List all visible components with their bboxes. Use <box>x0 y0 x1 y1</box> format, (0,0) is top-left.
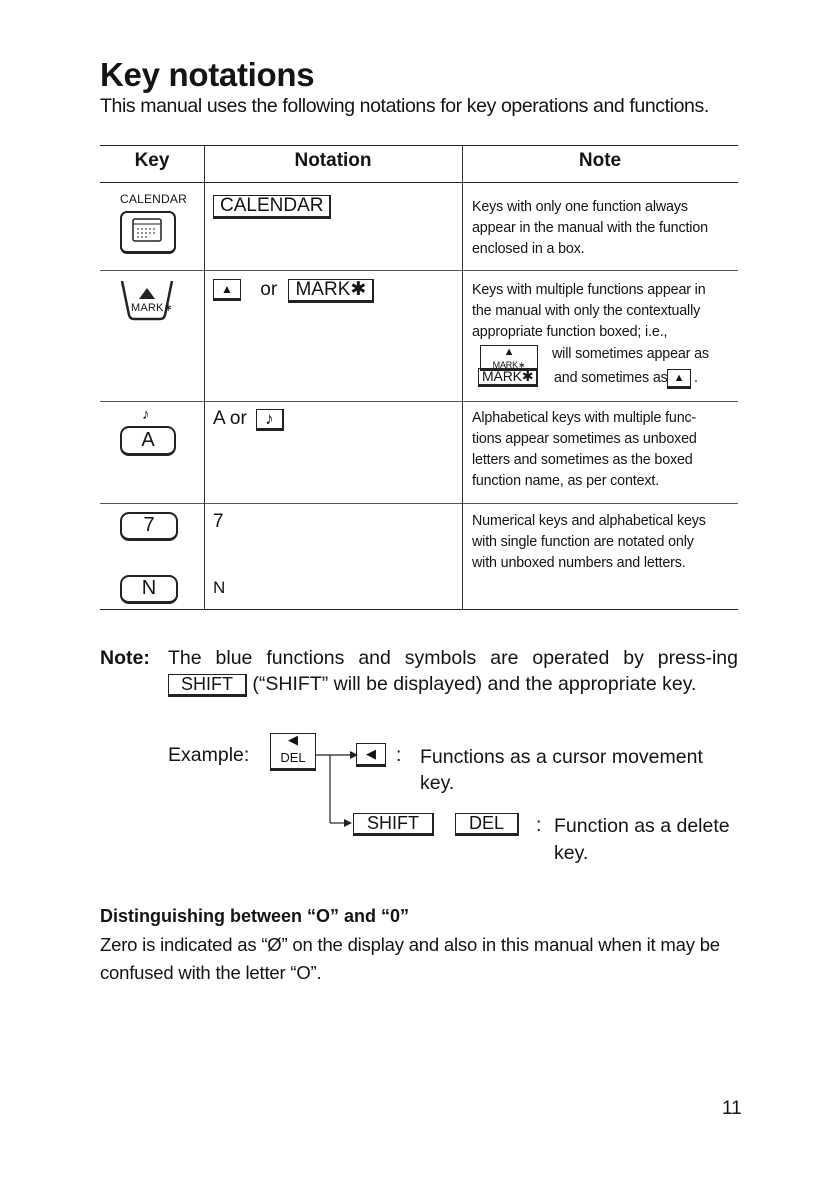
note-line: letters and sometimes as the boxed <box>472 452 693 468</box>
table-header-rule <box>100 182 738 183</box>
left-arrow-key-box: ◀ <box>356 743 386 767</box>
seven-notation: 7 <box>213 511 224 532</box>
intro-text: This manual uses the following notations for key operations and functions. <box>100 95 709 117</box>
n-notation: N <box>213 578 226 597</box>
note-line: appear in the manual with the function <box>472 220 708 236</box>
note-line: Alphabetical keys with multiple func- <box>472 410 697 426</box>
or-text: or <box>260 279 278 301</box>
page-title: Key notations <box>100 56 315 93</box>
del-key-box: DEL <box>455 813 519 836</box>
right-arrow-icon <box>344 819 352 827</box>
a-notation <box>213 408 284 431</box>
del-key-icon <box>270 733 316 771</box>
calendar-key-icon <box>120 211 176 254</box>
colon: : <box>536 814 542 836</box>
note-line: with unboxed numbers and letters. <box>472 555 686 571</box>
note-line <box>472 367 734 389</box>
column-divider <box>204 145 205 610</box>
mark-key-box: MARK✱ <box>288 279 374 303</box>
del-key-label: DEL <box>280 750 306 765</box>
up-arrow-key-box: ▲ <box>213 279 241 301</box>
a-or-text: A or <box>213 408 247 429</box>
colon: : <box>396 744 402 766</box>
calendar-notation <box>213 195 331 219</box>
left-arrow-icon: ◀ <box>288 732 298 747</box>
desc-line: Functions as a cursor movement <box>420 746 703 768</box>
note-line: the manual with only the contextually <box>472 303 701 319</box>
header-notation: Notation <box>294 150 372 171</box>
header-note: Note <box>578 150 622 171</box>
key-notations-table <box>100 145 738 611</box>
table-bottom-rule <box>100 609 738 610</box>
note-line: tions appear sometimes as unboxed <box>472 431 697 447</box>
period: . <box>694 370 698 386</box>
example-label: Example: <box>168 744 250 766</box>
a-key-icon: A <box>120 426 176 456</box>
mark-inline-box: MARK✱ <box>478 368 538 387</box>
music-note-icon: ♪ <box>142 406 150 423</box>
numeric-note <box>472 511 734 574</box>
calendar-icon <box>122 213 174 251</box>
delete-description <box>554 813 730 867</box>
note-line: Numerical keys and alphabetical keys <box>472 513 706 529</box>
note-line: enclosed in a box. <box>472 241 585 257</box>
row-divider <box>100 401 738 402</box>
row-divider <box>100 503 738 504</box>
mark-key-outline <box>118 279 176 321</box>
note-body <box>168 645 738 697</box>
desc-line: Function as a delete <box>554 815 730 837</box>
column-divider <box>462 145 463 610</box>
n-key-icon: N <box>120 575 178 604</box>
mark-note <box>472 280 734 389</box>
note-line <box>472 343 734 370</box>
note-line: Keys with only one function always <box>472 199 688 215</box>
music-note-key-box: ♪ <box>256 409 284 431</box>
shift-key-box: SHIFT <box>168 674 247 697</box>
calendar-key-box: CALENDAR <box>213 195 331 219</box>
note-line: appropriate function boxed; i.e., <box>472 324 668 340</box>
distinguishing-body: Zero is indicated as “Ø” on the display and also in this manual when it may be confused with the letter “O”. <box>100 934 720 983</box>
distinguishing-heading: Distinguishing between “O” and “0” <box>100 906 410 926</box>
mark-inline-key-label: MARK∗ <box>492 360 526 370</box>
note-line: with single function are notated only <box>472 534 694 550</box>
desc-line: key. <box>554 842 589 864</box>
note-text: (“SHIFT” will be displayed) and the appropriate key. <box>252 673 697 695</box>
note-label: Note: <box>100 647 150 669</box>
mark-key-label: MARK∗ <box>131 302 173 314</box>
a-note <box>472 408 734 492</box>
mark-key-icon <box>118 279 176 321</box>
note-line: function name, as per context. <box>472 473 660 489</box>
up-arrow-icon <box>139 288 155 299</box>
note-text: The blue functions and symbols are operated by press-ing <box>168 647 738 669</box>
table-top-rule <box>100 145 738 146</box>
seven-key-icon: 7 <box>120 512 178 541</box>
page-number: 11 <box>722 1098 742 1119</box>
mark-notation <box>213 279 374 303</box>
note-line: Keys with multiple functions appear in <box>472 282 706 298</box>
calendar-key-label: CALENDAR <box>120 192 187 206</box>
cursor-description <box>420 744 703 796</box>
calendar-note <box>472 197 734 260</box>
note-text: will sometimes appear as <box>552 346 709 362</box>
up-arrow-key-box: ▲ <box>667 369 691 389</box>
row-divider <box>100 270 738 271</box>
up-arrow-icon: ▲ <box>503 346 515 358</box>
shift-key-box: SHIFT <box>353 813 434 836</box>
note-text: and sometimes as <box>554 370 668 386</box>
header-key: Key <box>134 150 170 171</box>
desc-line: key. <box>420 772 455 794</box>
